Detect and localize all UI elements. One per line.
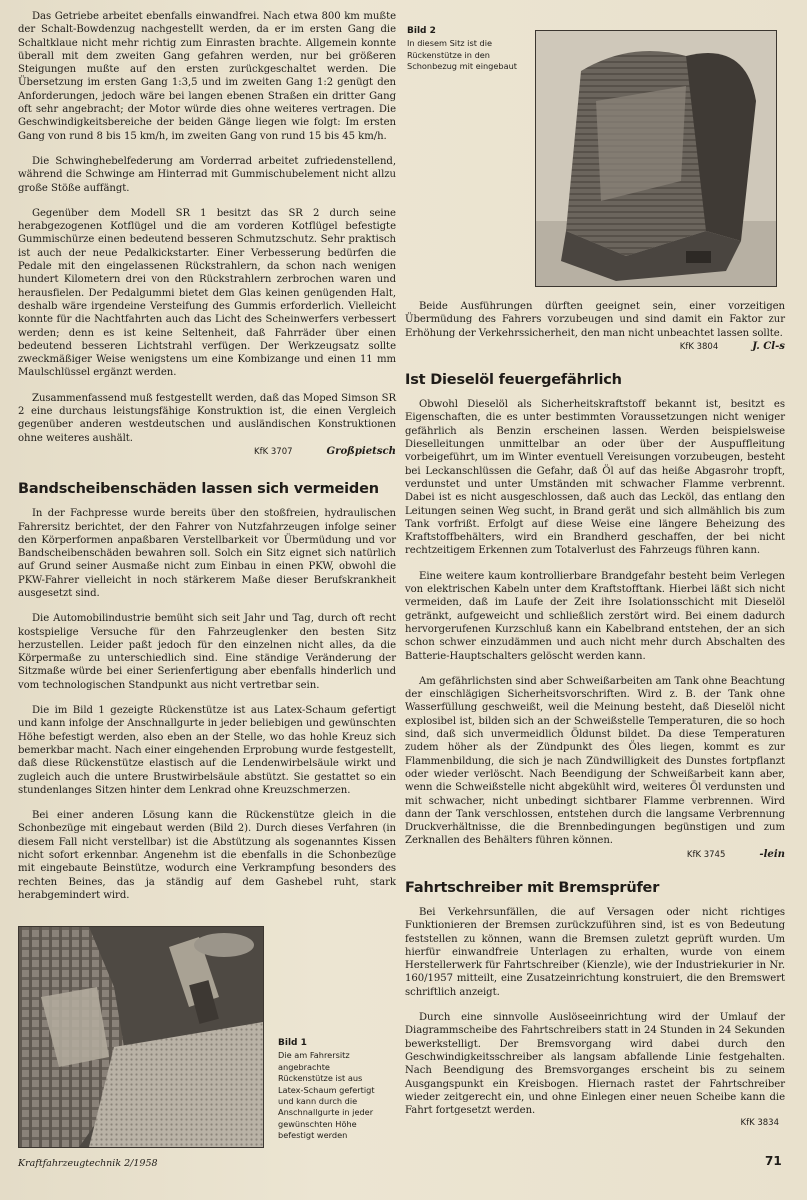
article-heading: Ist Dieselöl feuergefährlich [405,372,622,389]
article-heading: Bandscheibenschäden lassen sich vermeiden [18,481,379,498]
article-paragraph: In der Fachpresse wurde bereits über den stoßfreien, hydraulischen Fahrersitz berichtet, der den Fahrer von Nutzfahrzeugen infolge seiner den Körperformen anpaßbaren Verstellbarkeit vor Übermüdung und vor Bandscheibenschäden bewahren soll. Solch ein Sitz eignet sich natürlich auf Grund seiner Ausmaße nicht zum Einbau in einen PKW, obwohl die PKW-Fahrer vielleicht in noch stärkerem Maße dieser Berufskrankheit ausgesetzt sind. [18,508,396,599]
article-signature [405,1117,785,1130]
article-paragraph: Das Getriebe arbeitet ebenfalls einwandfrei. Nach etwa 800 km mußte der Schalt-Bowdenzug nachgestellt werden, da er im ersten Gang die Schaltklaue nicht mehr richtig zum Einrasten brachte. Allgemein konnte überall mit dem zweiten Gang gefahren werden, nur bei größeren Steigungen mußte auf den ersten zurückgeschaltet werden. Die Übersetzung im ersten Gang 1:3,5 und im zweiten Gang 1:2 genügt den Anforderungen, jedoch wäre bei langen ebenen Straßen ein dritter Gang oft sehr angebracht; der Motor würde dies ohne weiteres vertragen. Die Geschwindigkeitsbereiche der beiden Gänge liegen wie folgt: Im ersten Gang von rund 8 bis 15 km/h, im zweiten Gang von rund 15 bis 45 km/h. [18,11,396,142]
bild1-caption-text: Die am Fahrersitz angebrachte Rückenstütze ist aus Latex-Schaum gefertigt und kann durch die Anschnallgurte in jeder gewünschten Höhe befestigt werden [278,1050,375,1141]
author-name: -lein [759,848,785,860]
left-column [18,10,396,914]
article-paragraph: Die Schwinghebelfederung am Vorderrad arbeitet zufriedenstellend, während die Schwinge am Hinterrad mit Gummischubelement nicht allzu große Stöße auffängt. [18,155,396,194]
article-paragraph: Eine weitere kaum kontrollierbare Brandgefahr besteht beim Verlegen von elektrischen Kabeln unter dem Kraftstofftank. Hierbei läßt sich nicht vermeiden, daß im Laufe der Zeit ihre Isolationsschicht mit Dieselöl getränkt, aufgeweicht und schließlich zerstört wird. Bei einem dadurch hervorgerufenen Kurzschluß kann ein Kabelbrand entstehen, der an sich schon schwer einzudämmen und auch nicht mehr durch Abschalten des Batterie-Hauptschalters gelöscht werden kann. [405,570,785,662]
bild2-photo [535,30,777,287]
kfk-number: KfK 3745 [686,849,726,860]
bild1-label: Bild 1 [278,1038,307,1048]
article-paragraph: Obwohl Dieselöl als Sicherheitskraftstoff bekannt ist, besitzt es Eigenschaften, die es unter bestimmten Voraussetzungen nicht weniger gefährlich als Benzin erscheinen lassen. Werden beispielsweise Dieselleitungen unmittelbar an oder über der Auspuffleitung vorbeigeführt, um im Winter eventuell Vereisungen vorzubeugen, besteht bei Leckanschlüssen die Gefahr, daß Öl auf das heiße Abgasrohr tropft, verdunstet und unter Umständen mit schwacher Flamme verbrennt. Dabei ist es nicht ausgeschlossen, daß auch das Lecköl, das entlang den Leitungen seinen Weg sucht, in Brand gerät und sich allmählich bis zum Tank vorfrißt. Erfolgt auf diese Weise eine längere Beheizung des Kraftstoffbehälters, wird ein Brandherd geschaffen, der bei nicht rechtzeitigem Erkennen zum Totalverlust des Fahrzeugs führen kann. [405,399,785,557]
bild2-caption [407,26,519,73]
bild2-label: Bild 2 [407,26,436,36]
article-signature [405,848,785,862]
kfk-number: KfK 3834 [740,1118,779,1129]
article-paragraph: Bei Verkehrsunfällen, die auf Versagen oder nicht richtiges Funktionieren der Bremsen zurückzuführen sind, ist es von Bedeutung feststellen zu können, wann die Bremsen zuletzt geprüft wurden. Um hierfür einwandfreie Unterlagen zu erhalten, wurde von einem Herstellerwerk für Fahrtschreiber (Kienzle), wie der Industriekurier in Nr. 160/1957 mitteilt, eine Zusatzeinrichtung konstruiert, die den Bremswert schriftlich anzeigt. [405,906,785,998]
seat-cover-image [536,31,776,286]
journal-footer: Kraftfahrzeugtechnik 2/1958 [18,1158,158,1169]
article-paragraph: Beide Ausführungen dürften geeignet sein, einer vorzeitigen Übermüdung des Fahrers vorzubeugen und sind damit ein Faktor zur Erhöhung der Verkehrssicherheit, den man nicht unbeachtet lassen sollte. [405,301,785,339]
bild1-photo [18,926,264,1148]
article-paragraph: Bei einer anderen Lösung kann die Rückenstütze gleich in die Schonbezüge mit eingebaut werden (Bild 2). Durch dieses Verfahren (in diesem Fall nicht verstellbar) ist die Abstützung als sogenanntes Kissen nicht sofort erkennbar. Angenehm ist die ebenfalls in die Schonbezüge mit eingebaute Beinstütze, wodurch eine Verkrampfung besonders des rechten Beines, das ja ständig auf dem Gashebel ruht, stark herabgemindert wird. [18,810,396,901]
kfk-number: KfK 3804 [679,341,719,352]
author-name: J. Cl-s [752,340,785,352]
article-signature [405,340,785,354]
article-heading: Fahrtschreiber mit Bremsprüfer [405,879,660,896]
article-paragraph: Die im Bild 1 gezeigte Rückenstütze ist aus Latex-Schaum gefertigt und kann infolge der Anschnallgurte in jeder beliebigen und gewünschten Höhe befestigt werden, also eben an der Stelle, wo das hohle Kreuz sich bemerkbar macht. Nach einer eingehenden Erprobung wurde festgestellt, daß diese Rückenstütze elastisch auf die Lendenwirbelsäule wirkt und zugleich auch die untere Brustwirbelsäule abstützt. Sie gestattet so ein stundenlanges Sitzen hinter dem Lenkrad ohne Kreuzschmerzen. [18,705,396,796]
right-column [405,300,785,1145]
author-name: Großpietsch [326,445,396,457]
article-paragraph: Durch eine sinnvolle Auslöseeinrichtung wird der Umlauf der Diagrammscheibe des Fahrtschreibers statt in 24 Stunden in 24 Sekunden bewerkstelligt. Der Bremsvorgang wird dabei durch den Geschwindigkeitsschreiber als langsam abfallende Linie festgehalten. Nach Beendigung des Bremsvorganges erscheint bis zu seinem Ausgangspunkt ein Kreisbogen. Hiernach rastet der Fahrtschreiber wieder zeitgerecht ein, und ohne Einlegen einer neuen Scheibe kann die Fahrt fortgesetzt werden. [405,1012,785,1117]
seat-backrest-image [19,927,263,1147]
page-number: 71 [765,1154,782,1168]
article-paragraph: Am gefährlichsten sind aber Schweißarbeiten am Tank ohne Beachtung der einschlägigen Sicherheitsvorschriften. Wird z. B. der Tank ohne Wasserfüllung geschweißt, weil die Meinung besteht, daß Dieselöl nicht explosibel ist, bilden sich an der Schweißstelle Temperaturen, die so hoch sind, daß sich unvermeidlich Öldunst bildet. Da diese Temperaturen zudem höher als der Zündpunkt des Öles liegen, kommt es zur Flammenbildung, die sich je nach Zündwilligkeit des Dunstes fortpflanzt oder wieder verlöscht. Nach Beendigung der Schweißarbeit kann aber, wenn die Schweißstelle nicht abgekühlt wird, weiteres Öl verdunsten und mit schwacher, nicht unbedingt sichtbarer Flamme verbrennen. Wird dann der Tank verschlossen, entstehen durch die langsame Verbrennung Druckverhältnisse, die die Brennbedingungen begünstigen und zum Zerknallen des Behälters führen können. [405,675,785,847]
bild1-caption [278,1038,378,1142]
bild2-caption-text: In diesem Sitz ist die Rückenstütze in den Schonbezug mit eingebaut [407,38,518,72]
article-signature [18,445,396,459]
article-paragraph: Zusammenfassend muß festgestellt werden, daß das Moped Simson SR 2 eine durchaus leistungsfähige Konstruktion ist, die einen Vergleich gegenüber anderen westdeutschen und ausländischen Konstruktionen ohne weiteres aushält. [18,392,396,444]
kfk-number: KfK 3707 [254,446,293,457]
article-paragraph: Die Automobilindustrie bemüht sich seit Jahr und Tag, durch oft recht kostspielige Versuche für den Fahrzeuglenker den besten Sitz herzustellen. Leider paßt jedoch für den einzelnen nicht alles, da die Körpermaße zu unterschiedlich sind. Eine ständige Veränderung der Sitzmaße würde bei einer Serienfertigung aber ebenfalls hinderlich und vom technologischen Standpunkt aus nicht vertretbar sein. [18,613,396,691]
article-paragraph: Gegenüber dem Modell SR 1 besitzt das SR 2 durch seine herabgezogenen Kotflügel und die am vorderen Kotflügel befestigte Gummischürze einen bedeutend besseren Schmutzschutz. Sehr praktisch ist auch der neue Pedalkickstarter. Einer Verbesserung bedürfen die Pedale mit den eingelassenen Rückstrahlern, da schon nach wenigen hundert Kilometern drei von den Rückstrahlern zerbrochen waren und herausfielen. Der Pedalgummi bietet dem Glas keinen genügenden Halt, deshalb wäre irgendeine Versteifung des Gummis erforderlich. Vielleicht konnte für die Nachtfahrten auch das Licht des Scheinwerfers verbessert werden; denn es ist keine Seltenheit, daß Fahrräder über einen bedeutend besseren Lichtstrahl verfügen. Der Werkzeugsatz sollte zweckmäßiger Weise wenigstens um eine Kombizange und einen 11 mm Maulschlüssel ergänzt werden. [18,207,396,379]
